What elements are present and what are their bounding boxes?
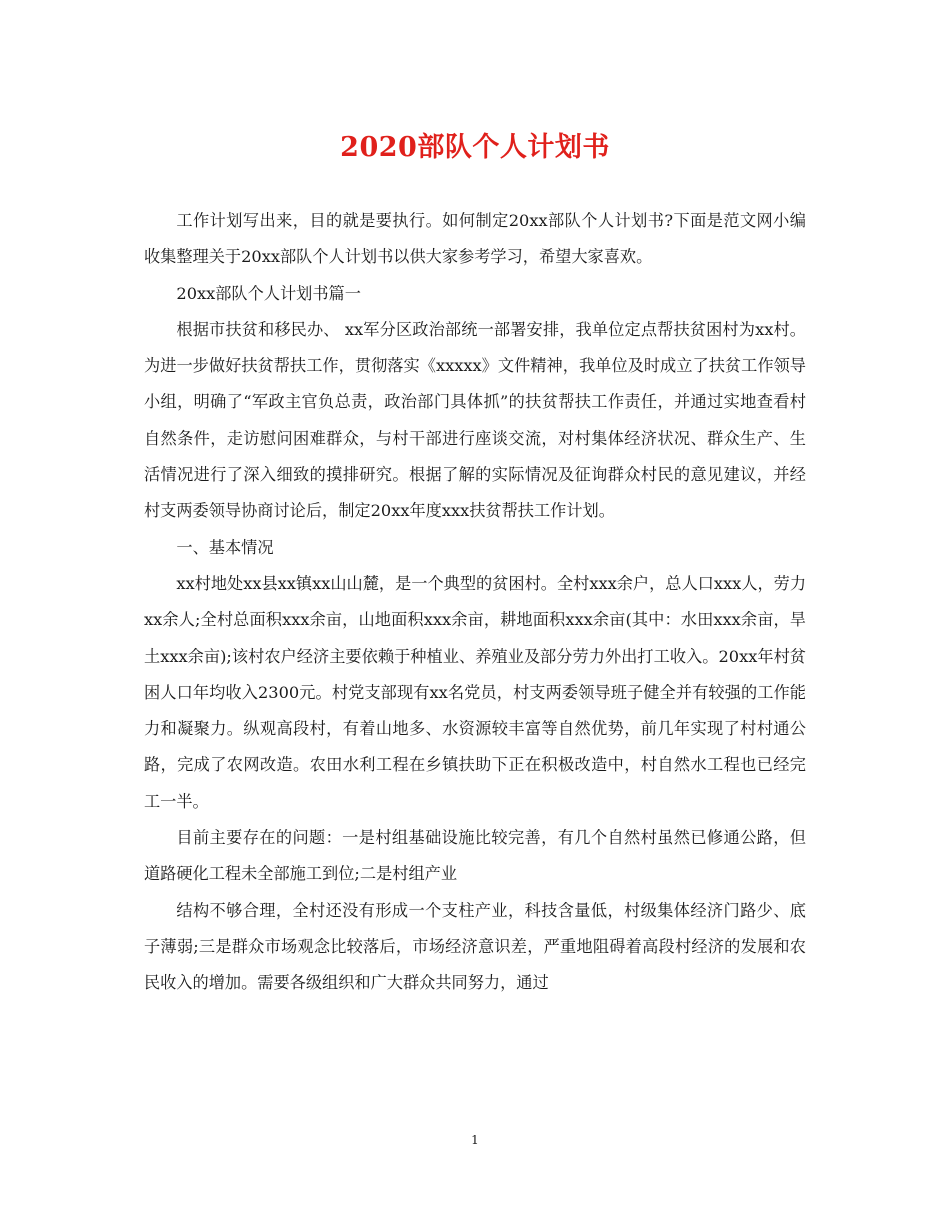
intro-paragraph: 工作计划写出来，目的就是要执行。如何制定20xx部队个人计划书?下面是范文网小编收集整理关于20xx部队个人计划书以供大家参考学习，希望大家喜欢。: [144, 211, 806, 267]
page-number: 1: [471, 1133, 479, 1147]
document-title: 2020部队个人计划书: [340, 132, 610, 163]
problems-paragraph: 目前主要存在的问题：一是村组基础设施比较完善，有几个自然村虽然已修通公路，但道路硬化工程未全部施工到位;二是村组产业: [144, 828, 806, 884]
village-situation-paragraph: xx村地处xx县xx镇xx山山麓，是一个典型的贫困村。全村xxx余户，总人口xxx人，劳力xx余人;全村总面积xxx余亩，山地面积xxx余亩，耕地面积xxx余亩(其中：水田xxx余亩，旱土xxx余亩);该村农户经济主要依赖于种植业、养殖业及部分劳力外出打工收入。20xx年村贫困人口年均收入2300元。村党支部现有xx名党员，村支两委领导班子健全并有较强的工作能力和凝聚力。纵观高段村，有着山地多、水资源较丰富等自然优势，前几年实现了村村通公路，完成了农网改造。农田水利工程在乡镇扶助下正在积极改造中，村自然水工程也已经完工一半。: [144, 573, 807, 811]
section-heading-basic-situation: 一、基本情况: [176, 537, 274, 557]
structure-paragraph: 结构不够合理，全村还没有形成一个支柱产业，科技含量低，村级集体经济门路少、底子薄弱;三是群众市场观念比较落后，市场经济意识差，严重地阻碍着高段村经济的发展和农民收入的增加。需要各级组织和广大群众共同努力，通过: [144, 900, 806, 993]
section-heading-part-one: 20xx部队个人计划书篇一: [176, 283, 361, 303]
document-body: [144, 203, 806, 1002]
background-paragraph: 根据市扶贫和移民办、 xx军分区政治部统一部署安排，我单位定点帮扶贫困村为xx村。为进一步做好扶贫帮扶工作，贯彻落实《xxxxx》文件精神，我单位及时成立了扶贫工作领导小组，明确了“军政主官负总责，政治部门具体抓”的扶贫帮扶工作责任，并通过实地查看村自然条件，走访慰问困难群众，与村干部进行座谈交流，对村集体经济状况、群众生产、生活情况进行了深入细致的摸排研究。根据了解的实际情况及征询群众村民的意见建议，并经村支两委领导协商讨论后，制定20xx年度xxx扶贫帮扶工作计划。: [144, 319, 806, 521]
